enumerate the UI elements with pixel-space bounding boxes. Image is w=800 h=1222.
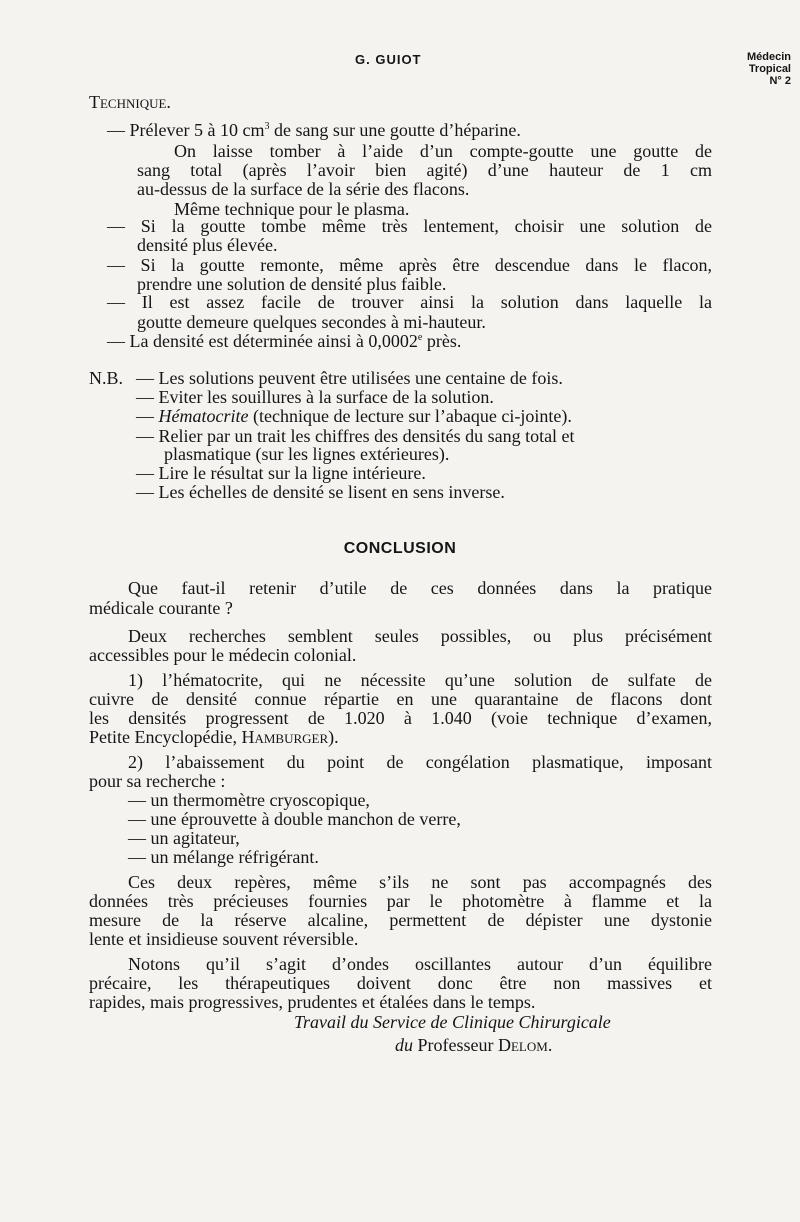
technique-line: — Si la goutte remonte, même après être descendue dans le flacon, <box>107 255 712 275</box>
paragraph-line: lente et insidieuse souvent réversible. <box>89 929 359 949</box>
text: de sang sur une goutte d’héparine. <box>269 120 521 140</box>
nb-line <box>136 406 572 426</box>
technique-line: prendre une solution de densité plus faible. <box>137 274 447 294</box>
technique-line: — Il est assez facile de trouver ainsi la solution dans laquelle la <box>107 292 712 312</box>
paragraph-line: médicale courante ? <box>89 598 233 618</box>
paragraph-line: Que faut-il retenir d’utile de ces données dans la pratique <box>128 578 712 598</box>
paragraph-line: Ces deux repères, même s’ils ne sont pas accompagnés des <box>128 872 712 892</box>
italic-text: du <box>395 1035 413 1055</box>
technique-line: Même technique pour le plasma. <box>174 199 410 219</box>
paragraph-line: données très précieuses fournies par le photomètre à flamme et la <box>89 891 712 911</box>
heading-conclusion: CONCLUSION <box>343 540 457 557</box>
text: ). <box>328 727 339 747</box>
nb-line: — Lire le résultat sur la ligne intérieure. <box>136 463 426 483</box>
paragraph-line: mesure de la réserve alcaline, permettent de dépister une dystonie <box>89 910 712 930</box>
text: près. <box>422 331 462 351</box>
nb-label: N.B. <box>89 368 124 388</box>
paragraph-line: pour sa recherche : <box>89 771 226 791</box>
paragraph-line: cuivre de densité connue répartie en une quarantaine de flacons dont <box>89 689 712 709</box>
list-item: — une éprouvette à double manchon de verre, <box>128 809 461 829</box>
text: — Prélever 5 à 10 cm <box>107 120 265 140</box>
small-caps-name: Delom. <box>497 1035 553 1055</box>
paragraph-line: accessibles pour le médecin colonial. <box>89 645 357 665</box>
journal-line: Médecin <box>746 51 791 63</box>
paragraph-line <box>89 727 339 747</box>
journal-line: N° 2 <box>769 75 791 87</box>
text: Professeur <box>413 1035 498 1055</box>
journal-line: Tropical <box>748 63 791 75</box>
superscript: 3 <box>264 121 270 132</box>
text: Petite Encyclopédie, <box>89 727 242 747</box>
nb-line: plasmatique (sur les lignes extérieures). <box>164 444 450 464</box>
text: (technique de lecture sur l’abaque ci-jointe). <box>248 406 572 426</box>
nb-line: — Les échelles de densité se lisent en sens inverse. <box>136 482 505 502</box>
small-caps-name: Hamburger <box>241 727 329 747</box>
italic-text: Hématocrite <box>158 406 249 426</box>
paragraph-line: précaire, les thérapeutiques doivent donc être non massives et <box>89 973 712 993</box>
technique-line: On laisse tomber à l’aide d’un compte-goutte une goutte de <box>174 141 712 161</box>
technique-line: goutte demeure quelques secondes à mi-hauteur. <box>137 312 486 332</box>
technique-line <box>107 331 461 351</box>
list-item: — un mélange réfrigérant. <box>128 847 319 867</box>
section-title-technique: Technique. <box>89 92 171 112</box>
nb-line: — Eviter les souillures à la surface de la solution. <box>136 387 494 407</box>
paragraph-line: les densités progressent de 1.020 à 1.040 (voie technique d’examen, <box>89 708 712 728</box>
technique-line: — Si la goutte tombe même très lentement, choisir une solution de <box>107 216 712 236</box>
running-header-journal <box>701 51 791 87</box>
paragraph-line: rapides, mais progressives, prudentes et étalées dans le temps. <box>89 992 536 1012</box>
technique-line: sang total (après l’avoir bien agité) d’une hauteur de 1 cm <box>137 160 712 180</box>
list-item: — un agitateur, <box>128 828 240 848</box>
nb-line: — Les solutions peuvent être utilisées une centaine de fois. <box>136 368 563 388</box>
signature-line <box>395 1035 552 1055</box>
technique-line: au-dessus de la surface de la série des flacons. <box>137 179 470 199</box>
text: — La densité est déterminée ainsi à 0,0002 <box>107 331 418 351</box>
running-header-author: G. GUIOT <box>355 52 422 67</box>
technique-line <box>107 120 521 140</box>
list-item: — un thermomètre cryoscopique, <box>128 790 370 810</box>
paragraph-line: 2) l’abaissement du point de congélation plasmatique, imposant <box>128 752 712 772</box>
paragraph-line: Deux recherches semblent seules possibles, ou plus précisément <box>128 626 712 646</box>
text: — <box>136 406 159 426</box>
superscript: e <box>417 332 423 343</box>
nb-line: — Relier par un trait les chiffres des densités du sang total et <box>136 426 575 446</box>
paragraph-line: Notons qu’il s’agit d’ondes oscillantes autour d’un équilibre <box>128 954 712 974</box>
paragraph-line: 1) l’hématocrite, qui ne nécessite qu’une solution de sulfate de <box>128 670 712 690</box>
signature-line: Travail du Service de Clinique Chirurgicale <box>294 1012 611 1032</box>
technique-line: densité plus élevée. <box>137 235 278 255</box>
